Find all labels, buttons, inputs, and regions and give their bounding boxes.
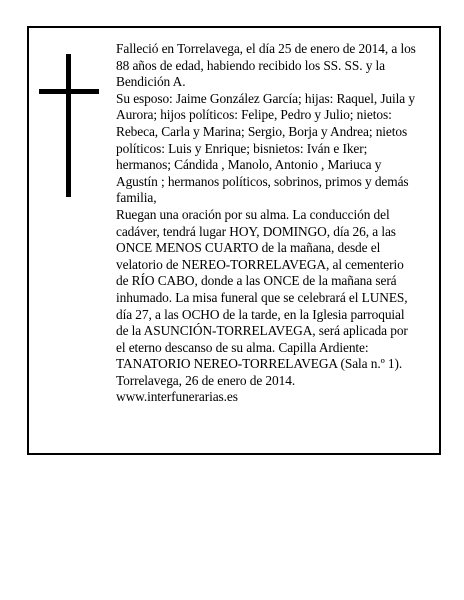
website: www.interfunerarias.es (116, 389, 238, 405)
obituary-notice (27, 26, 441, 455)
funeral-details: Ruegan una oración por su alma. La conducción del cadáver, tendrá lugar HOY, DOMINGO, día 26, a las ONCE MENOS CUARTO de la mañana, desde el velatorio de NEREO-TORRELAVEGA, al cementerio de RÍO CABO, donde a las ONCE de la mañana será inhumado. La misa funeral que se celebrará el LUNES, día 27, a las OCHO de la tarde, en la Iglesia parroquial de la ASUNCIÓN-TORRELAVEGA, será aplicada por el eterno descanso de su alma. Capilla Ardiente: TANATORIO NEREO-TORRELAVEGA (Sala n.º 1). (116, 206, 408, 372)
cross-vertical-bar (66, 54, 71, 197)
death-announcement: Falleció en Torrelavega, el día 25 de enero de 2014, a los 88 años de edad, habiendo recibido los SS. SS. y la Bendición A. (116, 41, 416, 90)
place-date: Torrelavega, 26 de enero de 2014. (116, 372, 296, 388)
notice-text (116, 41, 418, 406)
cross-icon (39, 54, 99, 197)
cross-horizontal-bar (39, 89, 99, 94)
family-list: Su esposo: Jaime González García; hijas: Raquel, Juila y Aurora; hijos políticos: Felipe, Pedro y Julio; nietos: Rebeca, Carla y Marina; Sergio, Borja y Andrea; nietos políticos: Luis y Enrique; bisnietos: Iván e Iker; hermanos; Cándida , Manolo, Antonio , Mariuca y Agustín ; hermanos políticos, sobrinos, primos y demás familia, (116, 90, 415, 206)
